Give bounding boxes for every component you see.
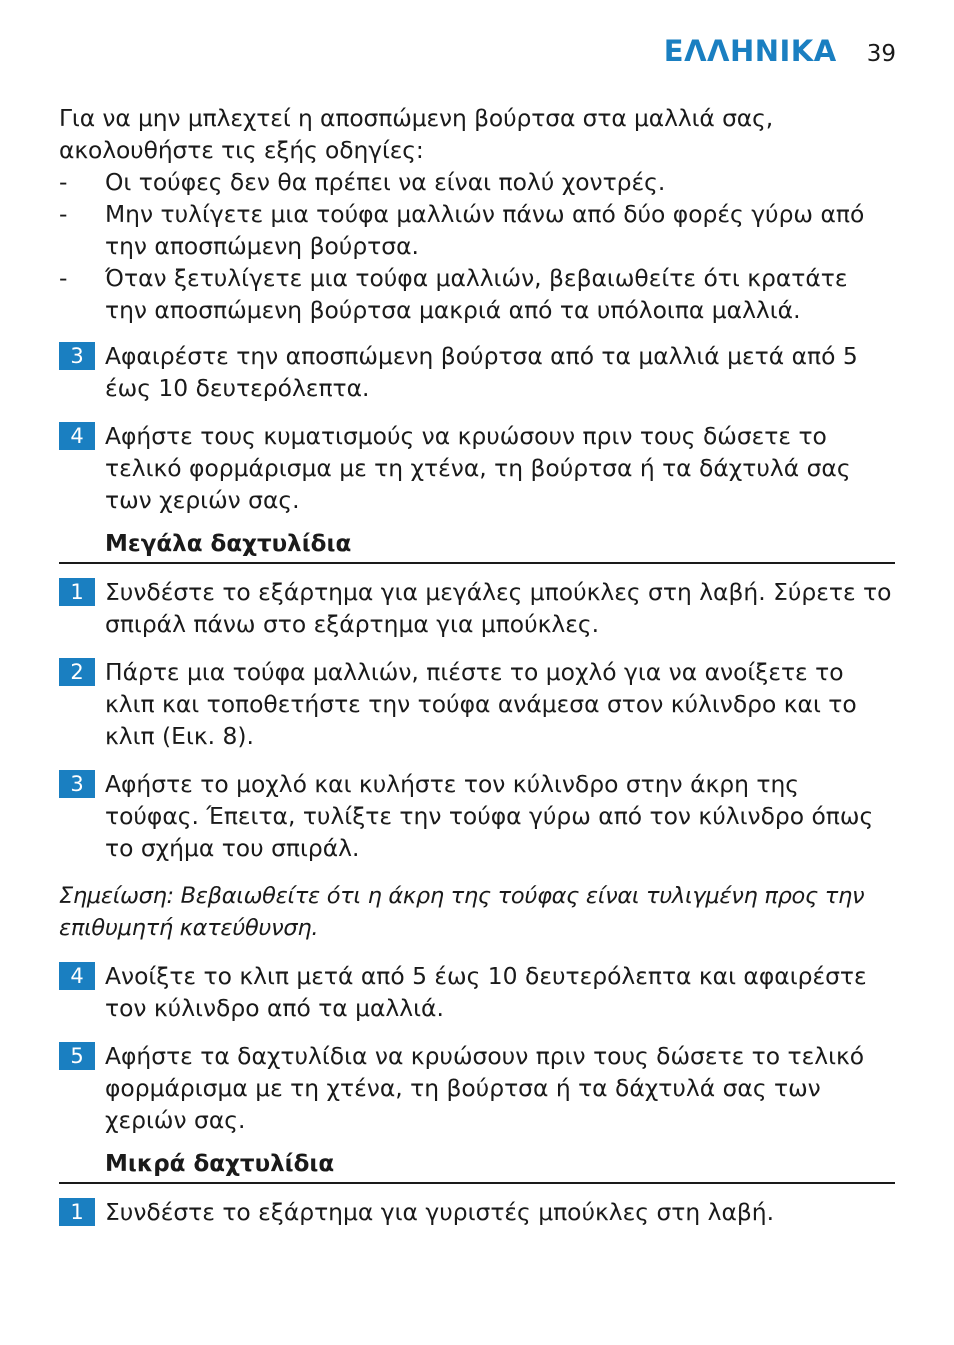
list-item-text: Οι τούφες δεν θα πρέπει να είναι πολύ χοντρές.: [105, 168, 666, 196]
step-number-badge: 3: [59, 342, 95, 370]
section-heading-large-curls: Μεγάλα δαχτυλίδια: [59, 528, 895, 564]
step-item: [59, 768, 895, 864]
intro-text: Για να μην μπλεχτεί η αποσπώμενη βούρτσα στα μαλλιά σας, ακολουθήστε τις εξής οδηγίες:: [59, 104, 774, 164]
list-item: [59, 198, 895, 262]
section-heading-small-curls: Μικρά δαχτυλίδια: [59, 1148, 895, 1184]
step-item: [59, 656, 895, 752]
step-item: [59, 576, 895, 640]
language-label: ΕΛΛΗΝΙΚΑ: [663, 34, 837, 68]
page-content: [59, 102, 895, 1228]
step-item: [59, 1196, 895, 1228]
step-text: Αφήστε τα δαχτυλίδια να κρυώσουν πριν τους δώσετε το τελικό φορμάρισμα με τη χτένα, τη βούρτσα ή τα δάχτυλά σας των χεριών σας.: [105, 1042, 865, 1134]
step-text: Αφήστε τους κυματισμούς να κρυώσουν πριν τους δώσετε το τελικό φορμάρισμα με τη χτένα, τη βούρτσα ή τα δάχτυλά σας των χεριών σας.: [105, 422, 851, 514]
dash-marker: -: [59, 200, 68, 228]
dash-marker: -: [59, 264, 68, 292]
dash-marker: -: [59, 168, 68, 196]
list-item: [59, 262, 895, 326]
note-text: Σημείωση: Βεβαιωθείτε ότι η άκρη της τούφας είναι τυλιγμένη προς την επιθυμητή κατεύθυνση.: [59, 883, 865, 941]
step-item: [59, 340, 895, 404]
step-number-badge: 4: [59, 422, 95, 450]
list-item: [59, 166, 895, 198]
step-number-badge: 1: [59, 1198, 95, 1226]
page-header: [664, 34, 896, 68]
list-item-text: Μην τυλίγετε μια τούφα μαλλιών πάνω από δύο φορές γύρω από την αποσπώμενη βούρτσα.: [105, 200, 865, 260]
step-text: Αφήστε το μοχλό και κυλήστε τον κύλινδρο στην άκρη της τούφας. Έπειτα, τυλίξτε την τούφα γύρω από τον κύλινδρο όπως το σχήμα του σπιράλ.: [105, 770, 874, 862]
list-item-text: Όταν ξετυλίγετε μια τούφα μαλλιών, βεβαιωθείτε ότι κρατάτε την αποσπώμενη βούρτσα μακριά από τα υπόλοιπα μαλλιά.: [105, 264, 848, 324]
step-text: Συνδέστε το εξάρτημα για μεγάλες μπούκλες στη λαβή. Σύρετε το σπιράλ πάνω στο εξάρτημα για μπούκλες.: [105, 578, 892, 638]
page-number: 39: [866, 41, 896, 67]
step-number-badge: 3: [59, 770, 95, 798]
step-number-badge: 1: [59, 578, 95, 606]
step-text: Συνδέστε το εξάρτημα για γυριστές μπούκλες στη λαβή.: [105, 1198, 775, 1226]
step-number-badge: 4: [59, 962, 95, 990]
step-item: [59, 420, 895, 516]
step-number-badge: 2: [59, 658, 95, 686]
step-item: [59, 960, 895, 1024]
step-text: Πάρτε μια τούφα μαλλιών, πιέστε το μοχλό για να ανοίξετε το κλιπ και τοποθετήστε την τούφα ανάμεσα στον κύλινδρο και το κλιπ (Εικ. 8).: [105, 658, 857, 750]
step-number-badge: 5: [59, 1042, 95, 1070]
step-text: Ανοίξτε το κλιπ μετά από 5 έως 10 δευτερόλεπτα και αφαιρέστε τον κύλινδρο από τα μαλλιά.: [105, 962, 867, 1022]
step-text: Αφαιρέστε την αποσπώμενη βούρτσα από τα μαλλιά μετά από 5 έως 10 δευτερόλεπτα.: [105, 342, 858, 402]
step-item: [59, 1040, 895, 1136]
tips-list: [59, 166, 895, 326]
